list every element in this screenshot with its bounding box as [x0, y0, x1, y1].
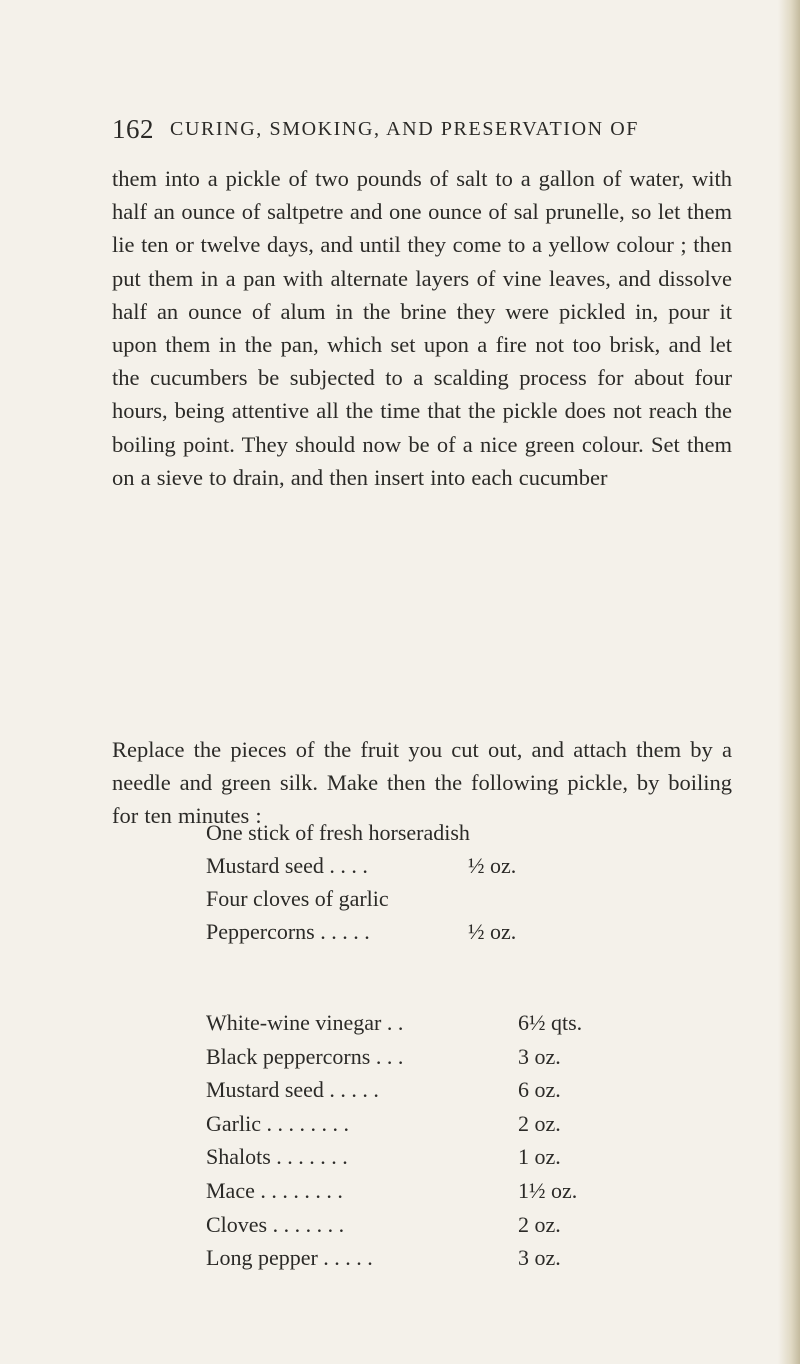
- ingredient-name: Long pepper . . . . .: [206, 1245, 373, 1271]
- ingredient-name: Mustard seed . . . . .: [206, 1077, 379, 1103]
- ingredient-name: Black peppercorns . . .: [206, 1043, 404, 1069]
- ingredient-quantity: 1 oz.: [518, 1144, 561, 1170]
- page-number: 162: [112, 114, 154, 144]
- ingredient-name: Mustard seed . . . .: [206, 853, 368, 878]
- ingredient-quantity: 2 oz.: [518, 1110, 561, 1136]
- running-title: CURING, SMOKING, AND PRESERVATION OF: [170, 118, 640, 140]
- running-header: [112, 114, 752, 148]
- ingredient-name: Cloves . . . . . . .: [206, 1211, 345, 1237]
- page-edge-shadow: [778, 0, 800, 1364]
- ingredient-quantity: ½ oz.: [468, 853, 517, 878]
- ingredient-quantity: 6 oz.: [518, 1077, 561, 1103]
- ingredient-quantity: 6½ qts.: [518, 1010, 583, 1035]
- ingredient-quantity: 1½ oz.: [518, 1177, 578, 1203]
- paragraph-second: Replace the pieces of the fruit you cut out, and attach them by a needle and green silk. Make then the following pickle, by boiling for ten minutes :: [112, 737, 732, 829]
- ingredient-name: Peppercorns . . . . .: [206, 919, 370, 944]
- ingredient-name: Shalots . . . . . . .: [206, 1144, 348, 1170]
- ingredient-name: Mace . . . . . . . .: [206, 1177, 343, 1203]
- ingredient-quantity: 3 oz.: [518, 1245, 561, 1271]
- ingredient-name: One stick of fresh horseradish: [206, 820, 470, 845]
- ingredient-quantity: 2 oz.: [518, 1211, 561, 1237]
- ingredient-name: White-wine vinegar . .: [206, 1010, 404, 1035]
- paragraph-first: them into a pickle of two pounds of salt to a gallon of water, with half an ounce of saltpetre and one ounce of sal prunelle, so let them lie ten or twelve days, and until they come to a yellow colour ; then put them in a pan with alternate layers of vine leaves, and dissolve half an ounce of alum in the brine they were pickled in, pour it upon them in the pan, which set upon a fire not too brisk, and let the cucumbers be subjected to a scalding process for about four hours, being attentive all the time that the pickle does not reach the boiling point. They should now be of a nice green colour. Set them on a sieve to drain, and then insert into each cucumber: [112, 166, 732, 490]
- ingredient-name: Garlic . . . . . . . .: [206, 1110, 349, 1136]
- ingredient-quantity: ½ oz.: [468, 919, 517, 944]
- ingredient-quantity: 3 oz.: [518, 1043, 561, 1069]
- ingredient-name: Four cloves of garlic: [206, 886, 389, 911]
